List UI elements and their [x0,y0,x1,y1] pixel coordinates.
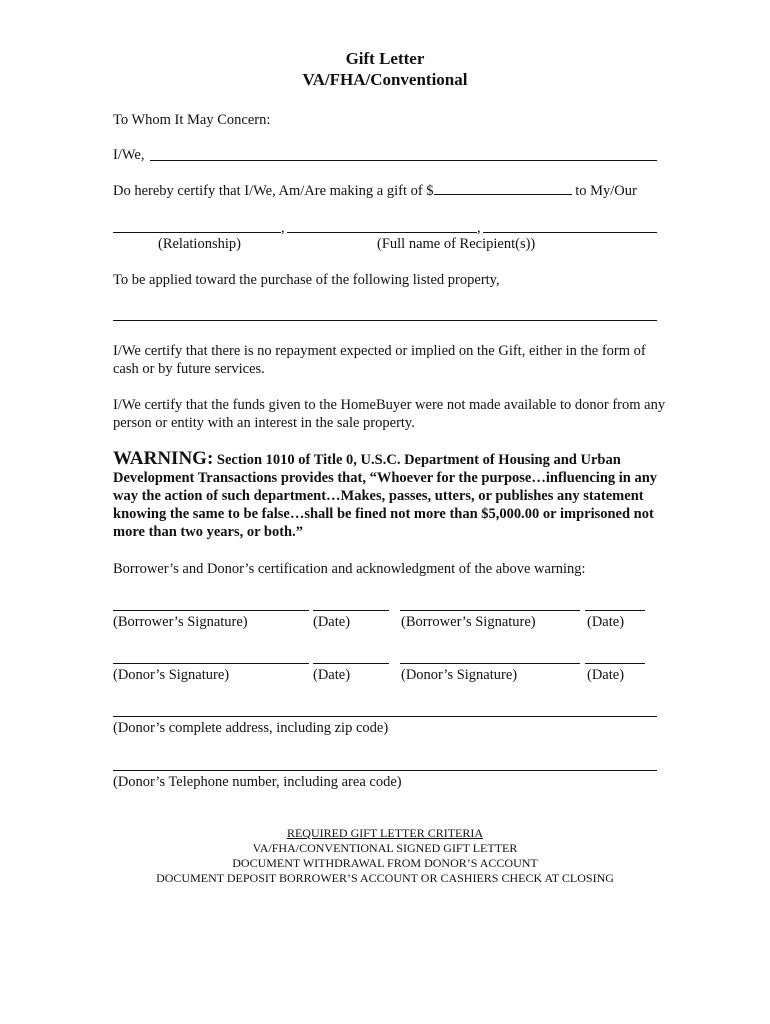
iwe-label: I/We, [113,147,145,163]
warning-label: WARNING: [113,448,214,469]
property-text: To be applied toward the purchase of the following listed property, [113,272,500,288]
donor-phone-label: (Donor’s Telephone number, including area code) [113,774,402,790]
donor-signature-label-1: (Donor’s Signature) [113,667,230,683]
relationship-field[interactable] [113,232,281,233]
property-field[interactable] [113,320,657,321]
donor-date-field-1[interactable] [313,663,389,664]
no-repayment-text: I/We certify that there is no repayment expected or implied on the Gift, either in the form of cash or by future services. [113,343,646,377]
relationship-label: (Relationship) [158,236,241,252]
donor-signature-label-2: (Donor’s Signature) [401,667,518,683]
criteria-line-3: DOCUMENT DEPOSIT BORROWER’S ACCOUNT OR CASHIERS CHECK AT CLOSING [156,871,614,885]
donor-signature-field-1[interactable] [113,663,309,664]
donor-name-field[interactable] [150,160,657,161]
date-label-1: (Date) [313,614,351,630]
warning-text: Section 1010 of Title 0, U.S.C. Department of Housing and Urban Development Transactions provides that, “Whoever for the purpose…influencing in any way the action of such department…Makes, passes, utters, or publishes any statement knowing the same to be false…shall be fined not more than $5,000.00 or imprisoned not more than two years, or both.” [113,452,658,540]
borrower-signature-label-2: (Borrower’s Signature) [401,614,536,630]
donor-address-field[interactable] [113,716,657,717]
date-label-3: (Date) [313,667,351,683]
comma-2: , [477,220,481,236]
borrower-signature-label-1: (Borrower’s Signature) [113,614,248,630]
salutation: To Whom It May Concern: [113,112,271,128]
criteria-heading: REQUIRED GIFT LETTER CRITERIA [286,826,484,840]
comma-1: , [281,220,285,236]
borrower-signature-field-2[interactable] [400,610,580,611]
certify-gift-text [113,182,637,200]
certify-gift-suffix: to My/Our [575,183,637,199]
borrower-date-field-1[interactable] [313,610,389,611]
donor-phone-field[interactable] [113,770,657,771]
criteria-line-2: DOCUMENT WITHDRAWAL FROM DONOR’S ACCOUNT [232,856,538,870]
date-label-4: (Date) [587,667,625,683]
borrower-date-field-2[interactable] [585,610,645,611]
recipient-name-field-2[interactable] [483,232,657,233]
recipient-name-label: (Full name of Recipient(s)) [377,236,536,252]
criteria-line-1: VA/FHA/CONVENTIONAL SIGNED GIFT LETTER [252,841,518,855]
date-label-2: (Date) [587,614,625,630]
title-loan-types: VA/FHA/Conventional [302,70,468,89]
borrower-signature-field-1[interactable] [113,610,309,611]
gift-amount-field[interactable] [434,182,572,195]
recipient-name-field[interactable] [287,232,477,233]
funds-certification-text: I/We certify that the funds given to the HomeBuyer were not made available to donor from any person or entity with an interest in the sale property. [113,397,666,431]
certify-gift-prefix: Do hereby certify that I/We, Am/Are making a gift of $ [113,183,434,199]
warning-block [113,450,673,541]
donor-signature-field-2[interactable] [400,663,580,664]
title-gift-letter: Gift Letter [345,49,425,68]
donor-date-field-2[interactable] [585,663,645,664]
acknowledgment-text: Borrower’s and Donor’s certification and acknowledgment of the above warning: [113,561,586,577]
donor-address-label: (Donor’s complete address, including zip code) [113,720,389,736]
